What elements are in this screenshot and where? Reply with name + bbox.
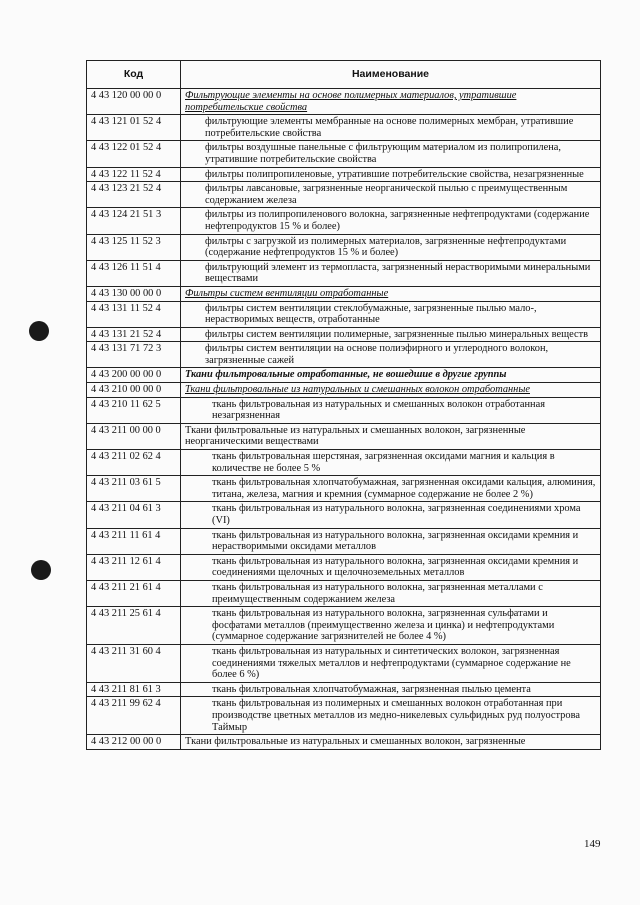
row-name: фильтры систем вентиляции полимерные, загрязненные пылью минеральных веществ: [205, 328, 589, 340]
row-name: ткань фильтровальная из натуральных и синтетических волокон, загрязненная соединениями тяжелых металлов и нефтепродуктами (суммарное содержание не более 6 %): [212, 645, 571, 681]
header-name: Наименование: [181, 61, 601, 89]
row-name: ткань фильтровальная хлопчатобумажная, загрязненная оксидами кальция, алюминия, титана, железа, магния и кремния (суммарное содержание не более 2 %): [212, 477, 596, 500]
row-code: 4 43 211 00 00 0: [87, 423, 181, 449]
row-name: фильтры систем вентиляции на основе полиэфирного и углеродного волокон, загрязненные сажей: [205, 343, 549, 366]
table-row: [87, 115, 601, 141]
row-name-cell: [181, 397, 601, 423]
row-name-cell: [181, 141, 601, 167]
table-row: [87, 607, 601, 645]
row-name-cell: [181, 682, 601, 697]
row-name-cell: [181, 115, 601, 141]
table-row: [87, 397, 601, 423]
row-code: 4 43 126 11 51 4: [87, 260, 181, 286]
table-body: [87, 89, 601, 750]
row-name-cell: [181, 368, 601, 383]
row-name: Ткани фильтровальные из натуральных и смешанных волокон, загрязненные неорганическими веществами: [185, 424, 526, 448]
row-name: ткань фильтровальная из натуральных и смешанных волокон отработанная незагрязненная: [212, 398, 545, 422]
row-name-cell: [181, 327, 601, 342]
header-code: Код: [87, 61, 181, 89]
row-name-cell: [181, 342, 601, 368]
row-name-cell: [181, 167, 601, 182]
row-name: ткань фильтровальная из натурального волокна, загрязненная металлами с преимущественным содержанием железа: [212, 581, 543, 605]
table-row: [87, 327, 601, 342]
row-name: фильтры полипропиленовые, утратившие потребительские свойства, незагрязненные: [205, 168, 584, 180]
row-code: 4 43 122 01 52 4: [87, 141, 181, 167]
row-name-cell: [181, 182, 601, 208]
row-name-cell: [181, 450, 601, 476]
punch-hole-top: [29, 321, 49, 341]
table-row: [87, 141, 601, 167]
table-row: [87, 450, 601, 476]
row-name-cell: [181, 476, 601, 502]
punch-hole-bottom: [31, 560, 51, 580]
row-name: Ткани фильтровальные из натуральных и смешанных волокон отработанные: [185, 384, 530, 396]
row-name: ткань фильтровальная из натурального волокна, загрязненная оксидами кремния и нерастворимыми оксидами металлов: [212, 529, 579, 553]
waste-code-table: [86, 60, 601, 750]
row-code: 4 43 211 21 61 4: [87, 580, 181, 606]
table-header-row: [87, 61, 601, 89]
table-row: [87, 554, 601, 580]
row-code: 4 43 211 03 61 5: [87, 476, 181, 502]
table-row: [87, 89, 601, 115]
row-name-cell: [181, 580, 601, 606]
row-name-cell: [181, 644, 601, 682]
row-code: 4 43 131 21 52 4: [87, 327, 181, 342]
row-name-cell: [181, 697, 601, 735]
row-name: фильтры лавсановые, загрязненные неорганической пылью с преимущественным содержанием железа: [205, 183, 568, 206]
row-name: Фильтрующие элементы на основе полимерных материалов, утратившие потребительские свойства: [185, 90, 517, 113]
row-name-cell: [181, 89, 601, 115]
row-code: 4 43 122 11 52 4: [87, 167, 181, 182]
table-row: [87, 301, 601, 327]
table-row: [87, 682, 601, 697]
table-row: [87, 423, 601, 449]
row-name-cell: [181, 208, 601, 234]
row-code: 4 43 120 00 00 0: [87, 89, 181, 115]
table-row: [87, 644, 601, 682]
table-row: [87, 580, 601, 606]
row-name: Фильтры систем вентиляции отработанные: [185, 287, 389, 299]
table-row: [87, 342, 601, 368]
row-code: 4 43 200 00 00 0: [87, 368, 181, 383]
row-name: ткань фильтровальная хлопчатобумажная, загрязненная пылью цемента: [212, 683, 531, 695]
row-name-cell: [181, 607, 601, 645]
row-code: 4 43 211 31 60 4: [87, 644, 181, 682]
row-name: фильтры воздушные панельные с фильтрующим материалом из полипропилена, утратившие потребительские свойства: [205, 142, 561, 165]
row-code: 4 43 211 11 61 4: [87, 528, 181, 554]
row-name: фильтры из полипропиленового волокна, загрязненные нефтепродуктами (содержание нефтепродуктов 15 % и более): [205, 209, 590, 232]
row-name-cell: [181, 286, 601, 301]
table-row: [87, 502, 601, 528]
row-name: ткань фильтровальная из натурального волокна, загрязненная оксидами кремния и соединениями щелочных и щелочноземельных металлов: [212, 555, 579, 579]
table-row: [87, 383, 601, 398]
document-sheet: [86, 60, 600, 750]
row-name-cell: [181, 423, 601, 449]
row-code: 4 43 211 99 62 4: [87, 697, 181, 735]
row-code: 4 43 131 11 52 4: [87, 301, 181, 327]
table-row: [87, 735, 601, 750]
row-name-cell: [181, 735, 601, 750]
row-code: 4 43 130 00 00 0: [87, 286, 181, 301]
row-name: Ткани фильтровальные из натуральных и смешанных волокон, загрязненные: [185, 736, 526, 748]
row-code: 4 43 211 02 62 4: [87, 450, 181, 476]
table-row: [87, 697, 601, 735]
row-code: 4 43 212 00 00 0: [87, 735, 181, 750]
row-code: 4 43 210 11 62 5: [87, 397, 181, 423]
page-number: 149: [584, 838, 601, 850]
row-code: 4 43 124 21 51 3: [87, 208, 181, 234]
row-name-cell: [181, 260, 601, 286]
row-code: 4 43 131 71 72 3: [87, 342, 181, 368]
row-code: 4 43 210 00 00 0: [87, 383, 181, 398]
table-row: [87, 208, 601, 234]
row-code: 4 43 211 04 61 3: [87, 502, 181, 528]
row-code: 4 43 125 11 52 3: [87, 234, 181, 260]
row-code: 4 43 121 01 52 4: [87, 115, 181, 141]
table-row: [87, 528, 601, 554]
row-name: фильтрующий элемент из термопласта, загрязненный нерастворимыми минеральными веществами: [205, 261, 591, 285]
table-row: [87, 368, 601, 383]
row-name-cell: [181, 234, 601, 260]
table-row: [87, 182, 601, 208]
table-row: [87, 234, 601, 260]
row-name: Ткани фильтровальные отработанные, не вошедшие в другие группы: [185, 369, 507, 381]
row-code: 4 43 211 25 61 4: [87, 607, 181, 645]
table-row: [87, 286, 601, 301]
row-code: 4 43 123 21 52 4: [87, 182, 181, 208]
table-row: [87, 260, 601, 286]
row-name: ткань фильтровальная из полимерных и смешанных волокон отработанная при производстве цветных металлов из медно-никелевых сульфидных руд полуострова Таймыр: [212, 698, 580, 733]
row-name-cell: [181, 554, 601, 580]
row-name: фильтры с загрузкой из полимерных материалов, загрязненные нефтепродуктами (содержание нефтепродуктов 15 % и более): [205, 235, 567, 259]
row-name: фильтрующие элементы мембранные на основе полимерных мембран, утратившие потребительские свойства: [205, 116, 574, 139]
row-name-cell: [181, 301, 601, 327]
row-code: 4 43 211 12 61 4: [87, 554, 181, 580]
row-name: ткань фильтровальная шерстяная, загрязненная оксидами магния и кальция в количестве не более 5 %: [212, 451, 555, 474]
table-row: [87, 476, 601, 502]
row-name: ткань фильтровальная из натурального волокна, загрязненная соединениями хрома (VI): [212, 503, 581, 526]
row-name-cell: [181, 528, 601, 554]
row-name: ткань фильтровальная из натурального волокна, загрязненная сульфатами и фосфатами металлов (преимущественно железа и цинка) и нефтепродуктами (суммарное содержание загрязнителей не более 4 %): [212, 608, 555, 643]
row-name: фильтры систем вентиляции стеклобумажные, загрязненные пылью мало-, нерастворимых веществ, отработанные: [205, 302, 537, 326]
row-code: 4 43 211 81 61 3: [87, 682, 181, 697]
row-name-cell: [181, 383, 601, 398]
row-name-cell: [181, 502, 601, 528]
table-row: [87, 167, 601, 182]
